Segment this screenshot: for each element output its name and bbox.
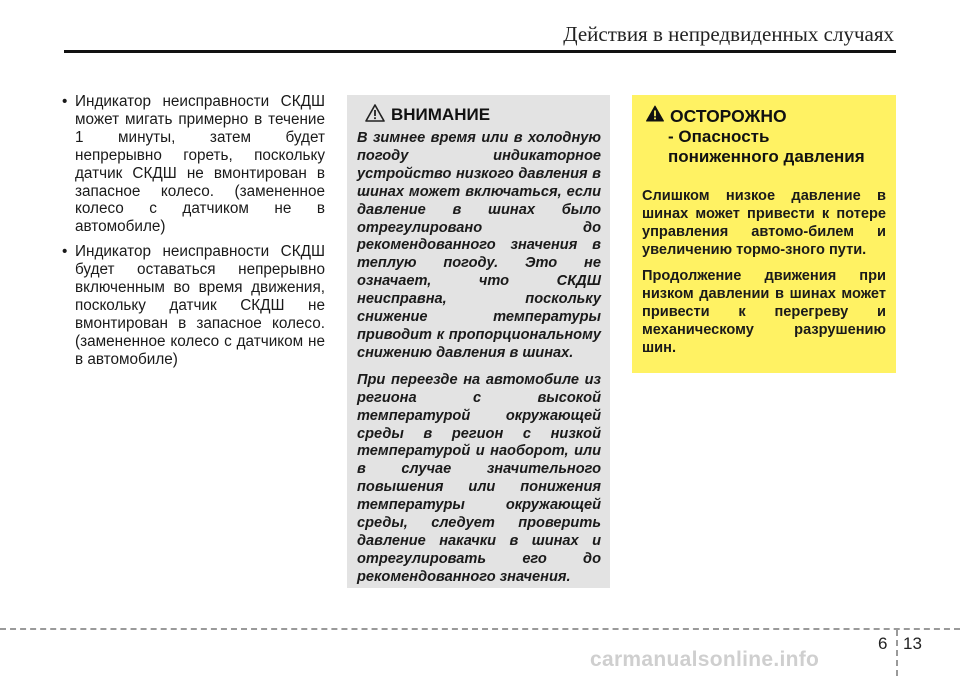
warning-paragraph: Слишком низкое давление в шинах может привести к потере управления автомо-билем и увеличению тормо-зного пути.	[642, 188, 886, 258]
header-title: Действия в непредвиденных случаях	[563, 22, 894, 46]
list-item	[62, 93, 325, 236]
list-item-text: Индикатор неисправности СКДШ будет оставаться непрерывно включенным во время движения, поскольку датчик СКДШ не вмонтирован в запасное колесо. (замененное колесо с датчиком не в автомобиле)	[75, 243, 325, 368]
warning-header	[646, 105, 886, 167]
warning-subtitle: - Опасность пониженного давления	[668, 127, 865, 166]
warning-box	[632, 95, 896, 373]
caution-paragraph: В зимнее время или в холодную погоду индикаторное устройство низкого давления в шинах может включаться, если давление в шинах было отрегулировано до рекомендованного значения в теплую погоду. Это не означает, что СКДШ неисправна, поскольку снижение температуры приводит к пропорциональному снижению давления в шинах.	[357, 130, 601, 361]
list-item-text: Индикатор неисправности СКДШ может мигать примерно в течение 1 минуты, затем будет непрерывно гореть, поскольку датчик СКДШ не вмонтирован в запасное колесо. (замененное колесо с датчиком не в автомобиле)	[75, 93, 325, 236]
caution-paragraph: При переезде на автомобиле из региона с высокой температурой окружающей среды в регион с низкой температурой и наоборот, или в случае значительного повышения или понижения температуры окружающей среды, следует проверить давление накачки в шинах и отрегулировать его до рекомендованного значения.	[357, 371, 601, 585]
warning-paragraph: Продолжение движения при низком давлении в шинах может привести к перегреву и механическому разрушению шин.	[642, 268, 886, 356]
chapter-number: 6	[878, 634, 888, 653]
bullet-marker: •	[62, 243, 68, 261]
caution-box	[347, 95, 610, 588]
warning-filled-icon	[646, 105, 664, 127]
caution-header	[365, 103, 490, 127]
footer-rule	[0, 628, 960, 630]
warning-outline-icon	[365, 104, 385, 127]
list-item	[62, 243, 325, 368]
page-number: 13	[903, 634, 922, 653]
bullet-marker: •	[62, 93, 68, 110]
warning-title: ОСТОРОЖНО	[670, 105, 787, 126]
header-rule	[64, 50, 896, 53]
left-column	[62, 93, 325, 376]
warning-body	[642, 187, 886, 365]
watermark: carmanualsonline.info	[590, 648, 820, 671]
caution-body	[357, 130, 601, 596]
caution-title: ВНИМАНИЕ	[391, 105, 491, 124]
page-number-divider	[896, 630, 898, 676]
